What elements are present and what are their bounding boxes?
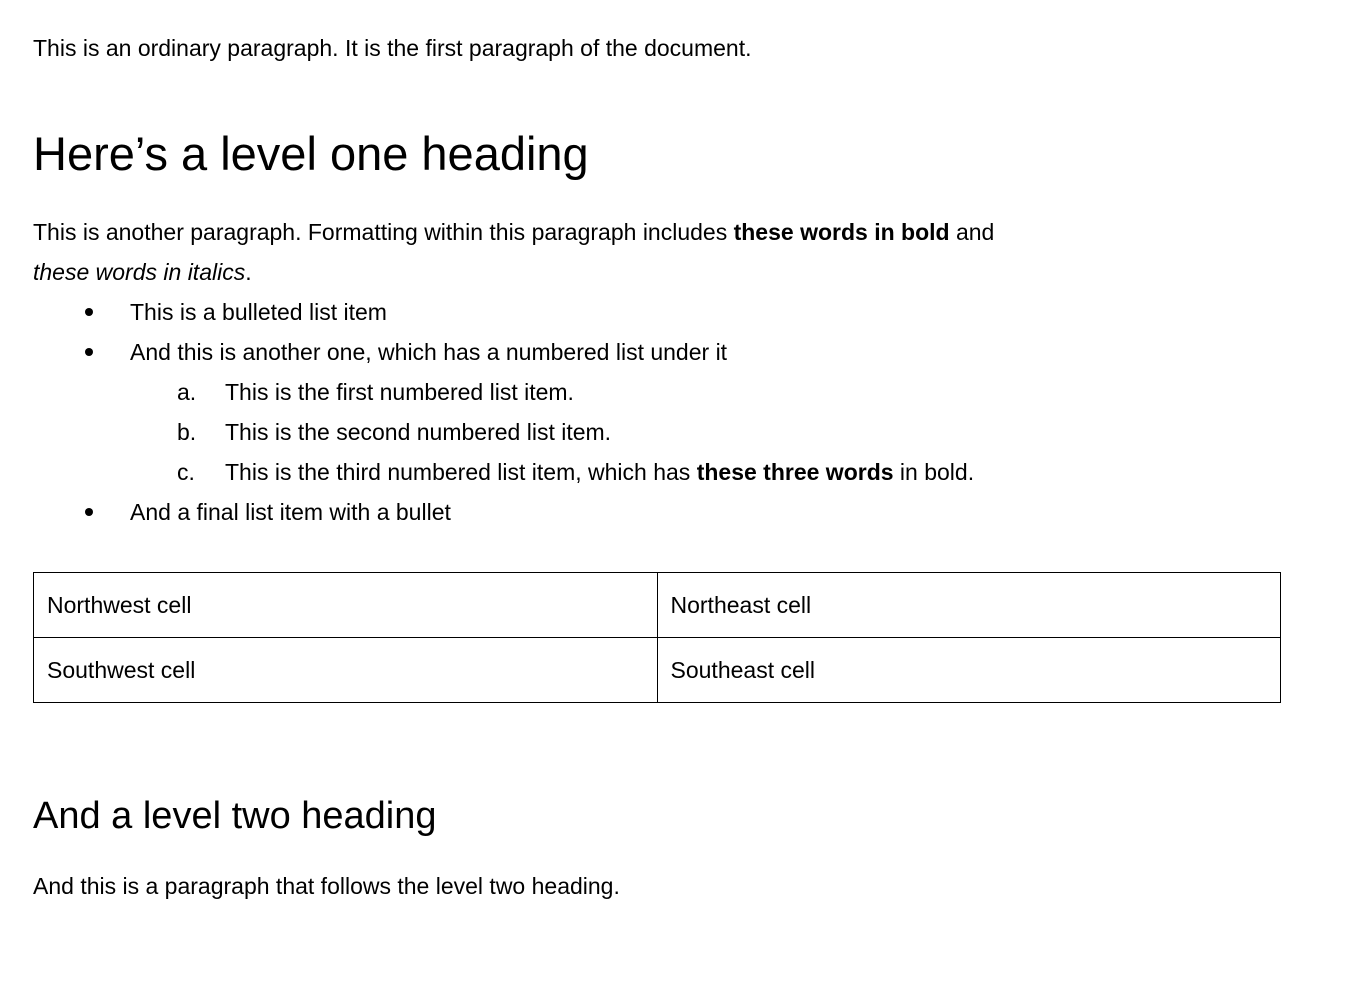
numbered-list-item xyxy=(177,372,1281,412)
paragraph2-italic-text: these words in italics xyxy=(33,259,246,285)
paragraph2-normal-text: This is another paragraph. Formatting within this paragraph includes xyxy=(33,219,734,245)
paragraph2-normal-text: . xyxy=(245,259,252,285)
first-paragraph: This is an ordinary paragraph. It is the first paragraph of the document. xyxy=(33,35,752,61)
paragraph2-bold-text: these words in bold xyxy=(733,219,950,245)
table-row xyxy=(34,638,1281,703)
numbered-list-marker: b. xyxy=(177,419,197,445)
bulleted-list xyxy=(33,292,1281,532)
numbered-list xyxy=(130,372,1281,492)
paragraph2-normal-text: and xyxy=(949,219,995,245)
closing-paragraph: And this is a paragraph that follows the level two heading. xyxy=(33,873,620,899)
bullet-list-item xyxy=(130,492,1281,532)
table-cell-southeast: Southeast cell xyxy=(657,638,1281,703)
two-by-two-table xyxy=(33,572,1281,703)
level-one-heading: Here’s a level one heading xyxy=(33,127,589,180)
level-two-heading: And a level two heading xyxy=(33,795,437,837)
numbered-item-text: This is the third numbered list item, which has xyxy=(225,459,697,485)
bullet-list-item xyxy=(130,332,1281,492)
bullet-item-text: And this is another one, which has a numbered list under it xyxy=(130,339,728,365)
bullet-item-text: And a final list item with a bullet xyxy=(130,499,451,525)
numbered-item-text: This is the second numbered list item. xyxy=(225,419,612,445)
formatted-paragraph xyxy=(33,212,1281,292)
numbered-item-text: This is the first numbered list item. xyxy=(225,379,574,405)
numbered-list-marker: c. xyxy=(177,459,195,485)
numbered-list-item xyxy=(177,452,1281,492)
numbered-list-marker: a. xyxy=(177,379,197,405)
numbered-item-bold-text: these three words xyxy=(696,459,894,485)
bullet-list-item xyxy=(130,292,1281,332)
bullet-marker-icon xyxy=(85,348,93,356)
numbered-list-item xyxy=(177,412,1281,452)
bullet-item-text: This is a bulleted list item xyxy=(130,299,387,325)
bullet-marker-icon xyxy=(85,508,93,516)
table-cell-northwest: Northwest cell xyxy=(34,573,658,638)
bullet-marker-icon xyxy=(85,308,93,316)
table-row xyxy=(34,573,1281,638)
table-cell-southwest: Southwest cell xyxy=(34,638,658,703)
numbered-item-text: in bold. xyxy=(893,459,975,485)
table-cell-northeast: Northeast cell xyxy=(657,573,1281,638)
